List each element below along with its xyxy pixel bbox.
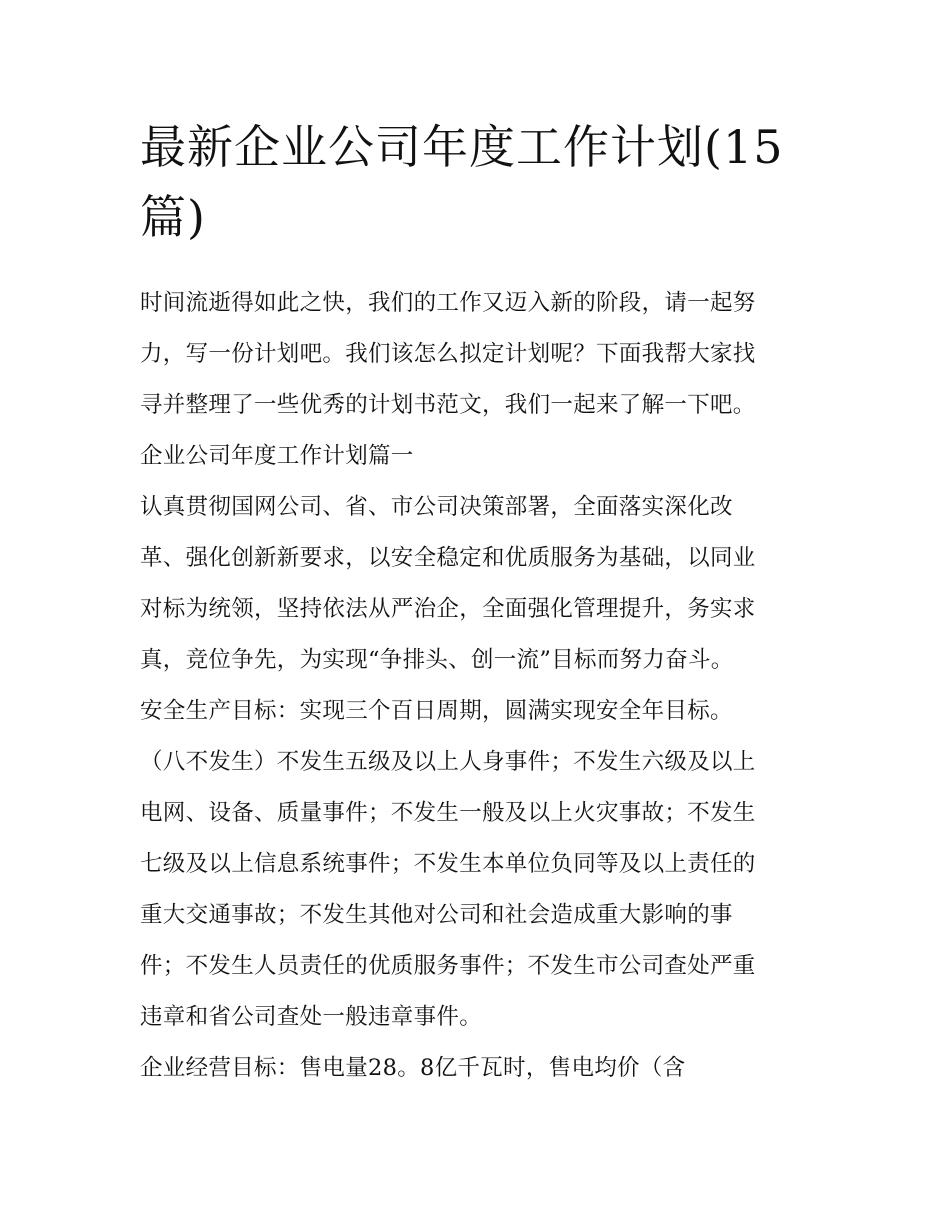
paragraph-line: 七级及以上信息系统事件；不发生本单位负同等及以上责任的 — [140, 851, 756, 877]
paragraph-line: （八不发生）不发生五级及以上人身事件；不发生六级及以上 — [140, 749, 756, 775]
title-line: 最新企业公司年度工作计划(15 — [140, 120, 784, 174]
paragraph-line: 寻并整理了一些优秀的计划书范文，我们一起来了解一下吧。 — [140, 392, 756, 418]
paragraph-line: 时间流逝得如此之快，我们的工作又迈入新的阶段，请一起努 — [140, 290, 756, 316]
section-heading: 企业公司年度工作计划篇一 — [140, 443, 414, 469]
paragraph-line: 重大交通事故；不发生其他对公司和社会造成重大影响的事 — [140, 902, 733, 928]
document-page — [140, 112, 812, 1094]
paragraph-line: 对标为统领，坚持依法从严治企，全面强化管理提升，务实求 — [140, 596, 756, 622]
paragraph-line: 企业经营目标：售电量28。8亿千瓦时，售电均价（含 — [140, 1055, 686, 1081]
paragraph-line: 革、强化创新新要求，以安全稳定和优质服务为基础，以同业 — [140, 545, 756, 571]
document-body — [140, 278, 812, 1094]
paragraph-line: 力，写一份计划吧。我们该怎么拟定计划呢？下面我帮大家找 — [140, 341, 756, 367]
paragraph-line: 件；不发生人员责任的优质服务事件；不发生市公司查处严重 — [140, 953, 756, 979]
paragraph-line: 认真贯彻国网公司、省、市公司决策部署，全面落实深化改 — [140, 494, 733, 520]
title-line: 篇) — [140, 190, 206, 244]
paragraph-line: 安全生产目标：实现三个百日周期，圆满实现安全年目标。 — [140, 698, 733, 724]
paragraph-line: 违章和省公司查处一般违章事件。 — [140, 1004, 483, 1030]
paragraph-line: 真，竞位争先，为实现“争排头、创一流”目标而努力奋斗。 — [140, 647, 734, 673]
document-title — [140, 112, 812, 252]
paragraph-line: 电网、设备、质量事件；不发生一般及以上火灾事故；不发生 — [140, 800, 756, 826]
